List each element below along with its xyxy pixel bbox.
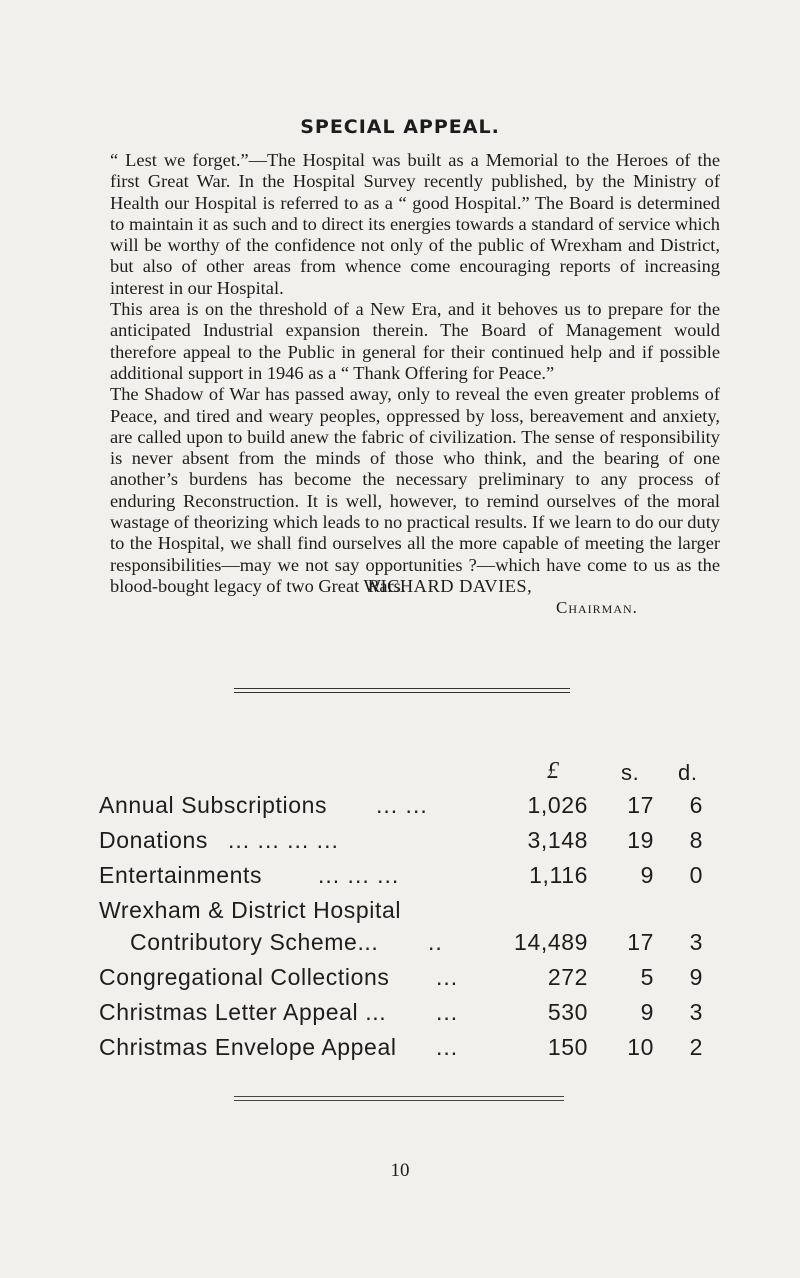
row-pence: 3 — [689, 999, 703, 1025]
row-label: Christmas Letter Appeal ... — [99, 999, 387, 1025]
row-pounds: 530 — [547, 999, 588, 1025]
row-leader: ... ... — [376, 792, 428, 818]
row-shillings: 5 — [640, 964, 654, 990]
row-leader: ... — [436, 999, 459, 1025]
divider-bottom — [234, 1096, 564, 1097]
row-label: Wrexham & District Hospital — [99, 897, 402, 923]
row-leader: ... ... ... ... — [228, 827, 339, 853]
row-shillings: 19 — [627, 827, 654, 853]
row-pence: 3 — [689, 929, 703, 955]
row-leader: ... — [436, 1034, 459, 1060]
divider-top — [234, 688, 570, 689]
table-row — [0, 1034, 800, 1064]
page-number: 10 — [390, 1160, 410, 1181]
row-pounds: 1,116 — [529, 862, 588, 888]
shillings-column-header: s. — [621, 760, 640, 785]
row-pence: 6 — [689, 792, 703, 818]
row-pence: 9 — [689, 964, 703, 990]
table-row — [0, 964, 800, 994]
table-row — [0, 897, 800, 961]
appeal-text — [110, 150, 720, 597]
appeal-paragraph-2: This area is on the threshold of a New Era, and it behoves us to prepare for the anticipated Industrial expansion therein. The Board of Management would therefore appeal to the Public in general for their continued help and if possible additional support in 1946 as a “ Thank Offering for Peace.” — [110, 299, 720, 383]
row-leader: ... ... ... — [318, 862, 400, 888]
row-label-continuation: Contributory Scheme... — [130, 929, 379, 955]
appeal-paragraph-1: “ Lest we forget.”—The Hospital was built as a Memorial to the Heroes of the first Great War. In the Hospital Survey recently published, by the Ministry of Health our Hospital is referred to as a “ good Hospital.” The Board is determined to maintain it as such and to direct its energies towards a standard of service which will be worthy of the confidence not only of the public of Wrexham and District, but also of other areas from whence come encouraging reports of increasing interest in our Hospital. — [110, 150, 720, 298]
row-shillings: 10 — [627, 1034, 654, 1060]
divider-bottom-double — [234, 1100, 564, 1101]
table-row — [0, 827, 800, 857]
row-shillings: 9 — [640, 999, 654, 1025]
row-label: Donations — [99, 827, 208, 853]
row-pounds: 14,489 — [514, 929, 588, 955]
row-shillings: 17 — [627, 929, 654, 955]
row-shillings: 9 — [640, 862, 654, 888]
row-leader: .. — [428, 929, 443, 955]
row-shillings: 17 — [627, 792, 654, 818]
table-row — [0, 862, 800, 892]
row-pence: 2 — [689, 1034, 703, 1060]
row-label: Entertainments — [99, 862, 263, 888]
row-pounds: 272 — [547, 964, 588, 990]
row-label: Annual Subscriptions — [99, 792, 328, 818]
row-label: Christmas Envelope Appeal — [99, 1034, 397, 1060]
appeal-paragraph-3: The Shadow of War has passed away, only to reveal the even greater problems of Peace, and tired and weary peoples, oppressed by loss, bereavement and anxiety, are called upon to build anew the fabric of civilization. The sense of responsibility is never absent from the minds of those who think, and the bearing of one another’s burdens has become the necessary preliminary to any process of enduring Reconstruction. It is well, however, to remind ourselves of the moral wastage of theorizing which leads to no practical results. If we learn to do our duty to the Hospital, we shall find ourselves all the more capable of meeting the larger responsibilities—may we not say opportunities ?—which have come to us as the blood-bought legacy of two Great Wars. — [110, 384, 720, 596]
signature-title: Chairman. — [556, 598, 638, 617]
row-pounds: 150 — [547, 1034, 588, 1060]
pence-column-header: d. — [678, 760, 698, 785]
table-row — [0, 792, 800, 822]
table-row — [0, 999, 800, 1029]
row-leader: ... — [436, 964, 459, 990]
row-label: Congregational Collections — [99, 964, 390, 990]
row-pence: 0 — [689, 862, 703, 888]
pounds-column-header: £ — [547, 758, 560, 784]
row-pounds: 3,148 — [527, 827, 588, 853]
signature-name: RICHARD DAVIES, — [367, 576, 533, 596]
row-pence: 8 — [689, 827, 703, 853]
row-pounds: 1,026 — [527, 792, 588, 818]
divider-top-double — [234, 692, 570, 693]
page-heading: SPECIAL APPEAL. — [300, 116, 500, 138]
